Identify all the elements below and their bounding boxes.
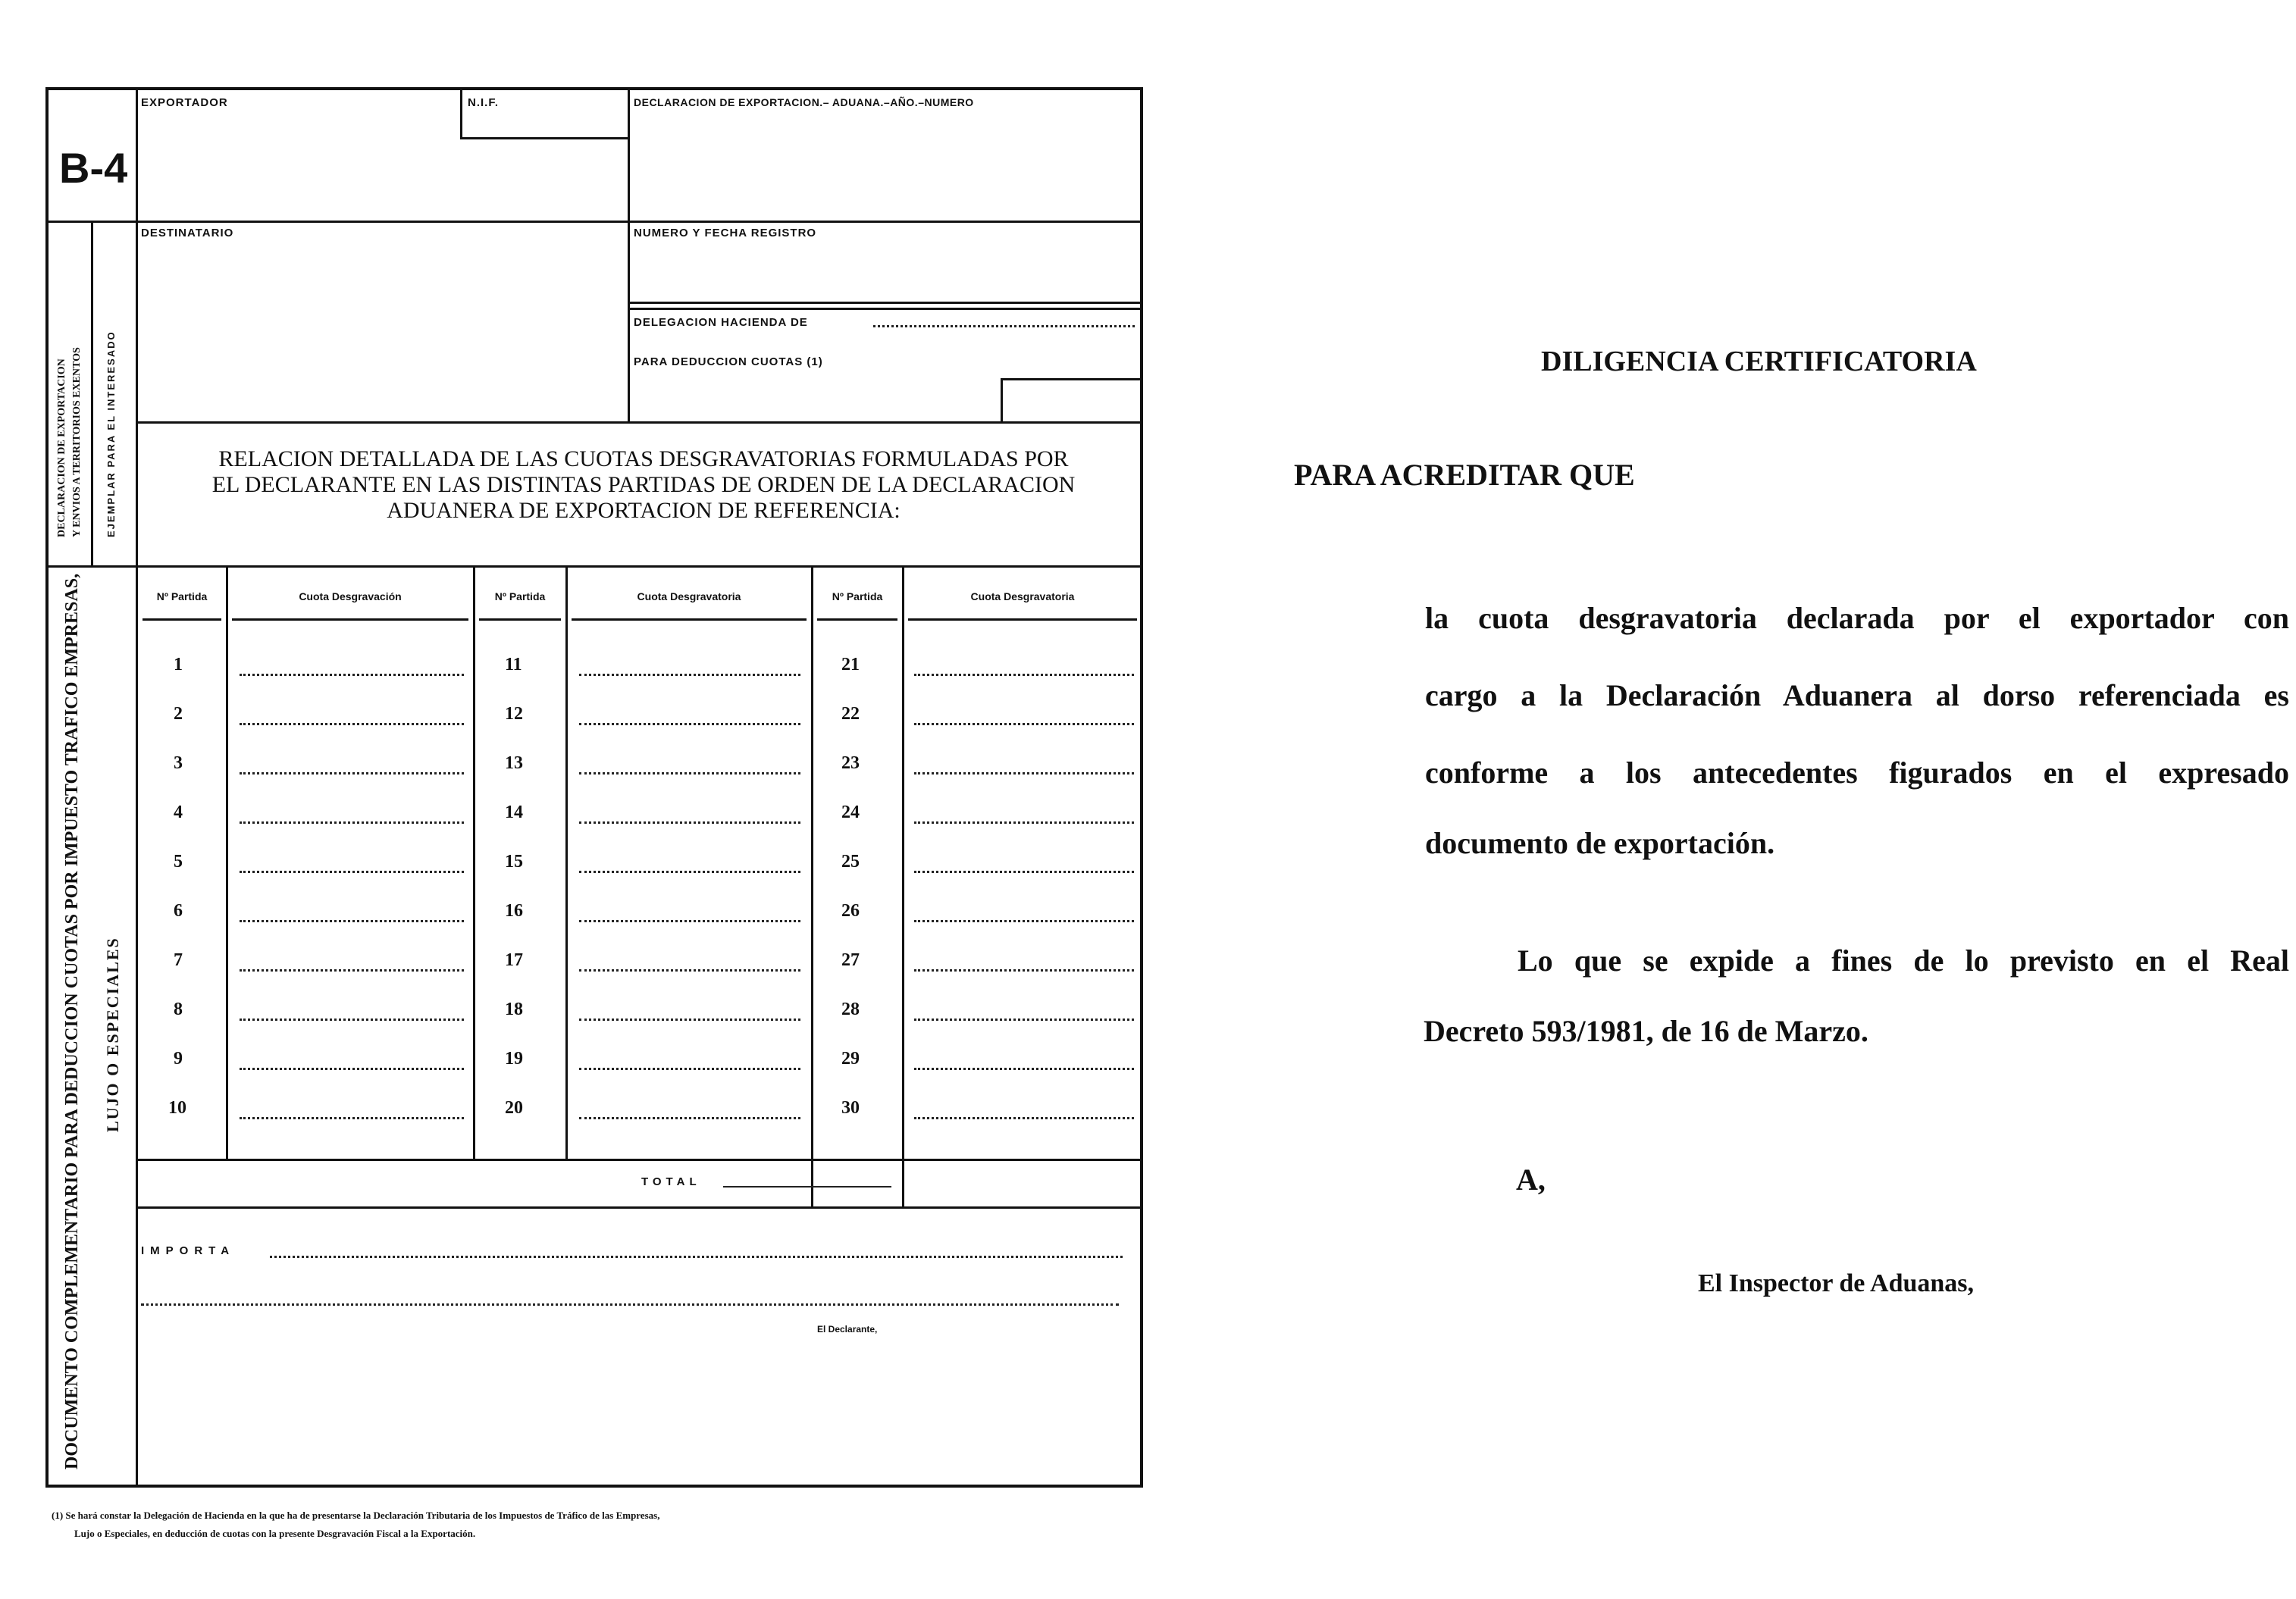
footnote-line-1: (1) Se hará constar la Delegación de Hacienda en la que ha de presentarse la Declaración Tributaria de los Impuestos de Tráfico de las Empresas, (52, 1510, 660, 1521)
partida-number: 13 (505, 753, 523, 773)
importa-label: IMPORTA (141, 1244, 236, 1257)
nif-label: N.I.F. (468, 96, 500, 109)
declaracion-label: DECLARACION DE EXPORTACION.– ADUANA.–AÑO.–NUMERO (634, 96, 974, 108)
total-row-top (136, 1159, 1140, 1161)
form-code: B-4 (59, 144, 128, 192)
cuota-entry-line (240, 969, 464, 972)
cuota-entry-line (240, 920, 464, 922)
partida-number: 3 (174, 753, 183, 773)
side-declaracion-line2: Y ENVIOS A TERRITORIOS EXENTOS (71, 347, 83, 537)
partida-number: 11 (505, 655, 522, 674)
left-column-divider (136, 90, 138, 1485)
table-col-div-5 (902, 568, 904, 1159)
partida-number: 10 (168, 1098, 186, 1118)
p2-line-2: Decreto 593/1981, de 16 de Marzo. (1424, 1014, 1868, 1048)
partida-number: 30 (841, 1098, 860, 1118)
cuota-entry-line (914, 920, 1134, 922)
nif-box-bottom (460, 137, 628, 139)
col-partida-1: Nº Partida (156, 590, 208, 602)
certificate-paragraph-2 (1518, 922, 2289, 1000)
relacion-line-1: RELACION DETALLADA DE LAS CUOTAS DESGRAVATORIAS FORMULADAS POR (218, 446, 1069, 471)
cuota-entry-line (914, 821, 1134, 824)
partida-number: 28 (841, 1000, 860, 1019)
cuota-entry-line (579, 1117, 800, 1119)
cuota-entry-line (579, 821, 800, 824)
delegacion-line (873, 325, 1135, 327)
cuota-entry-line (579, 674, 800, 676)
partida-number: 14 (505, 803, 523, 822)
certificate-paragraph-1 (1425, 580, 2289, 812)
deduccion-box-left (1001, 378, 1003, 424)
header-mid-divider (628, 90, 630, 424)
signature-label: El Inspector de Aduanas, (1698, 1269, 1975, 1297)
partida-number: 9 (174, 1049, 183, 1069)
partida-number: 25 (841, 852, 860, 871)
col6-head-underline (908, 618, 1137, 621)
col4-head-underline (572, 618, 807, 621)
cuota-entry-line (240, 674, 464, 676)
cuota-entry-line (240, 1019, 464, 1021)
certificate-title: DILIGENCIA CERTIFICATORIA (1541, 346, 1977, 377)
partida-number: 16 (505, 901, 523, 921)
partida-number: 1 (174, 655, 183, 674)
cuota-entry-line (579, 920, 800, 922)
table-col-div-4 (811, 568, 813, 1209)
partida-number: 8 (174, 1000, 183, 1019)
col1-head-underline (143, 618, 221, 621)
partida-number: 20 (505, 1098, 523, 1118)
partida-number: 22 (841, 704, 860, 724)
header-row1-bottom (49, 221, 1140, 223)
cuota-entry-line (579, 1068, 800, 1070)
cuota-entry-line (914, 1068, 1134, 1070)
partida-number: 2 (174, 704, 183, 724)
destinatario-label: DESTINATARIO (141, 227, 234, 239)
cuota-entry-line (914, 1019, 1134, 1021)
col-partida-3: Nº Partida (832, 590, 883, 602)
cuota-entry-line (914, 674, 1134, 676)
partida-number: 23 (841, 753, 860, 773)
relacion-line-2: EL DECLARANTE EN LAS DISTINTAS PARTIDAS DE ORDEN DE LA DECLARACION (211, 472, 1076, 497)
col-cuota-3: Cuota Desgravatoria (970, 590, 1075, 602)
partida-number: 12 (505, 704, 523, 724)
side-lujo: LUJO O ESPECIALES (103, 937, 122, 1132)
side-declaracion-line1: DECLARACION DE EXPORTACION (56, 358, 67, 537)
deduccion-box-top (1001, 378, 1140, 380)
cuota-entry-line (240, 871, 464, 873)
col5-head-underline (817, 618, 897, 621)
registro-bottom (628, 302, 1140, 304)
side-ejemplar: EJEMPLAR PARA EL INTERESADO (105, 330, 117, 537)
registro-bottom-2 (628, 308, 1140, 310)
cuota-entry-line (240, 1117, 464, 1119)
cuota-entry-line (240, 772, 464, 774)
partida-number: 29 (841, 1049, 860, 1069)
relacion-line-3: ADUANERA DE EXPORTACION DE REFERENCIA: (387, 498, 901, 523)
p1-line-1: la cuota desgravatoria declarada por el exportador con (1425, 601, 2289, 635)
place-label: A, (1516, 1162, 1546, 1197)
total-label: TOTAL (641, 1175, 701, 1188)
p1-line-3: conforme a los antecedentes figurados en el expresado (1425, 756, 2289, 790)
exportador-label: EXPORTADOR (141, 96, 228, 109)
side-inner-divider (91, 223, 93, 568)
cuota-entry-line (914, 772, 1134, 774)
relacion-bottom (49, 565, 1140, 568)
cuota-entry-line (914, 969, 1134, 972)
relacion-title (177, 446, 1110, 524)
partida-number: 26 (841, 901, 860, 921)
deduccion-label: PARA DEDUCCION CUOTAS (1) (634, 355, 823, 368)
p1-line-4: documento de exportación. (1425, 826, 1775, 860)
partida-number: 7 (174, 950, 183, 970)
header-row2-bottom (136, 421, 1140, 424)
partida-number: 21 (841, 655, 860, 674)
cuota-entry-line (914, 871, 1134, 873)
certificate-subtitle: PARA ACREDITAR QUE (1294, 458, 1635, 492)
total-line (723, 1186, 891, 1188)
table-col-div-1 (226, 568, 228, 1159)
partida-number: 24 (841, 803, 860, 822)
cuota-entry-line (579, 1019, 800, 1021)
importa-line-2 (141, 1303, 1119, 1306)
form-b4 (45, 87, 1143, 1488)
partida-number: 17 (505, 950, 523, 970)
cuota-entry-line (914, 723, 1134, 725)
col3-head-underline (479, 618, 561, 621)
partida-number: 6 (174, 901, 183, 921)
cuota-entry-line (914, 1117, 1134, 1119)
table-col-div-2 (473, 568, 475, 1159)
partida-number: 19 (505, 1049, 523, 1069)
cuota-entry-line (240, 821, 464, 824)
p2-line-1: Lo que se expide a fines de lo previsto en el Real (1518, 943, 2289, 978)
cuota-entry-line (579, 772, 800, 774)
cuota-entry-line (240, 1068, 464, 1070)
numero-fecha-label: NUMERO Y FECHA REGISTRO (634, 227, 817, 239)
total-row-bottom (136, 1206, 1140, 1209)
declarante-label: El Declarante, (817, 1324, 878, 1335)
partida-number: 18 (505, 1000, 523, 1019)
total-row-right-divider (902, 1159, 904, 1209)
col2-head-underline (232, 618, 468, 621)
col-cuota-1: Cuota Desgravación (299, 590, 402, 602)
partida-number: 27 (841, 950, 860, 970)
footnote-line-2: Lujo o Especiales, en deducción de cuotas con la presente Desgravación Fiscal a la Exportación. (74, 1528, 476, 1539)
nif-box-left (460, 90, 462, 138)
partida-number: 4 (174, 803, 183, 822)
delegacion-label: DELEGACION HACIENDA DE (634, 316, 808, 329)
cuota-entry-line (240, 723, 464, 725)
cuota-entry-line (579, 969, 800, 972)
cuota-entry-line (579, 871, 800, 873)
table-col-div-3 (565, 568, 568, 1159)
cuota-entry-line (579, 723, 800, 725)
partida-number: 5 (174, 852, 183, 871)
col-partida-2: Nº Partida (494, 590, 546, 602)
col-cuota-2: Cuota Desgravatoria (637, 590, 741, 602)
importa-line (270, 1256, 1123, 1258)
side-documento: DOCUMENTO COMPLEMENTARIO PARA DEDUCCION CUOTAS POR IMPUESTO TRAFICO EMPRESAS, (62, 573, 82, 1469)
p1-line-2: cargo a la Declaración Aduanera al dorso referenciada es (1425, 678, 2289, 712)
partida-number: 15 (505, 852, 523, 871)
